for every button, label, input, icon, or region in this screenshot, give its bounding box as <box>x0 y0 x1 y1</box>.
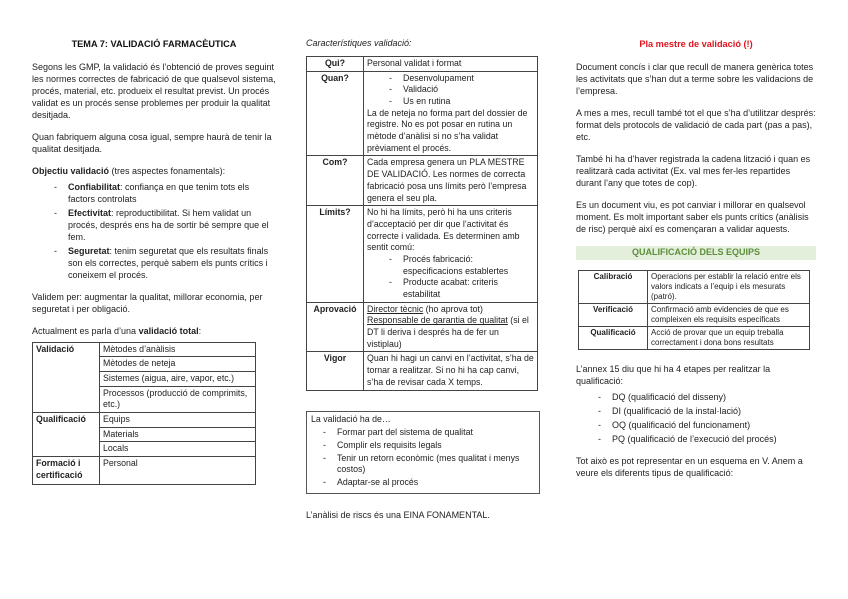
list-item: - Producte acabat: criteris estabilitat <box>389 277 534 300</box>
master-plan-paragraph: Es un document viu, es pot canviar i millorar en qualsevol moment. Es molt important saber els punts crítics (anàlisis de risc) perquè així es començaran a validar aquests. <box>576 199 809 234</box>
column-middle <box>306 0 540 532</box>
table-row <box>33 342 256 357</box>
table-key: Qualificació <box>579 326 648 349</box>
objective-label: Objectiu validació <box>32 166 110 177</box>
objective-rest: (tres aspectes fonamentals): <box>109 166 226 177</box>
table-row <box>307 56 538 71</box>
aspect-term: Confiabilitat <box>68 181 120 192</box>
table-cell: Mètodes de neteja <box>100 357 256 372</box>
aspect-term: Efectivitat <box>68 207 112 218</box>
aspects-list <box>32 182 276 282</box>
table-cell: Acció de provar que un equip treballa correctament i dona bons resultats <box>648 326 810 349</box>
requirements-list <box>311 427 535 488</box>
table-cell: Personal <box>100 457 256 485</box>
total-validation-paragraph <box>32 326 276 338</box>
table-cell: Equips <box>100 413 256 428</box>
characteristics-table <box>306 56 538 391</box>
list-item: - Adaptar-se al procés <box>323 477 535 489</box>
table-key: Formació i certificació <box>33 457 100 485</box>
list-item: - PQ (qualificació de l’execució del procés) <box>598 434 816 446</box>
requirements-box <box>306 411 540 494</box>
approval-note: (si el DT li deriva i després ha de fer un vistiplau) <box>367 315 529 349</box>
annex-paragraph: L’annex 15 diu que hi ha 4 etapes per realitzar la qualificació: <box>576 363 771 386</box>
master-plan-title: Pla mestre de validació (!) <box>639 39 753 49</box>
list-item <box>54 246 276 282</box>
limits-text: No hi ha límits, però hi ha uns criteris d’acceptació per dir que l’activitat és correcte i validada. Es determinen amb sentit comú: <box>367 207 520 253</box>
box-title: La validació ha de… <box>311 413 391 424</box>
table-cell: Quan hi hagi un canvi en l’activitat, s’ha de tornar a realitzar. Si no hi ha cap canvi, s’ha de revisar cada X temps. <box>364 352 538 390</box>
table-cell: Sistemes (aigua, aire, vapor, etc.) <box>100 372 256 387</box>
list-item: - OQ (qualificació del funcionament) <box>598 420 816 432</box>
table-cell: Mètodes d’anàlisis <box>100 342 256 357</box>
quality-paragraph: Quan fabriquem alguna cosa igual, sempre haurà de tenir la qualitat desitjada. <box>32 132 272 155</box>
characteristics-heading: Característiques validació: <box>306 38 412 48</box>
aspect-text: : tenim seguretat que els resultats finals son els correctes, perquè sabem els punts crítics i coneixem el procés. <box>68 245 269 280</box>
list-item: - DI (qualificació de la instal·lació) <box>598 406 816 418</box>
table-cell: Cada empresa genera un PLA MESTRE DE VALIDACIÓ. Les normes de correcta fabricació posa uns límits però l’empresa genera el seu pla. <box>364 156 538 206</box>
table-row <box>579 303 810 326</box>
column-right <box>576 0 816 490</box>
stages-list <box>576 392 816 446</box>
table-row <box>579 326 810 349</box>
list-item: - Desenvolupament <box>389 73 534 85</box>
aspect-text: : reproductibilitat. Si hem validat un procés, després ens ha de sortir bé sempre que el fem. <box>68 207 269 242</box>
list-item: - Procés fabricació: especificacions establertes <box>389 254 534 277</box>
table-key: Calibració <box>579 270 648 303</box>
purpose-paragraph: Validem per: augmentar la qualitat, millorar economia, per seguretat i per obligació. <box>32 291 263 314</box>
approval-note: (ho aprova tot) <box>423 303 483 314</box>
column-left <box>32 0 276 485</box>
limits-list <box>367 254 534 301</box>
approval-line <box>367 304 534 316</box>
table-cell: Locals <box>100 442 256 457</box>
table-key: Quan? <box>307 71 364 156</box>
table-row <box>307 71 538 156</box>
list-item: - Complir els requisits legals <box>323 440 535 452</box>
objective-heading <box>32 166 276 178</box>
validation-table <box>32 342 256 486</box>
table-row <box>33 413 256 428</box>
approval-role: Director tècnic <box>367 303 424 314</box>
table-cell: Materials <box>100 427 256 442</box>
list-item: - Us en rutina <box>389 96 534 108</box>
table-row <box>307 302 538 352</box>
master-plan-paragraph: A mes a mes, recull també tot el que s’ha d’utilitzar després: format dels protocols de validació de cada part (pas a pas), etc. <box>576 108 816 143</box>
list-item <box>54 182 276 206</box>
list-item: - Validació <box>389 84 534 96</box>
list-item <box>54 208 276 244</box>
aspect-term: Seguretat <box>68 245 110 256</box>
table-key: Límits? <box>307 206 364 303</box>
table-row <box>33 457 256 485</box>
table-row <box>307 156 538 206</box>
list-item: - Tenir un retorn econòmic (mes qualitat i menys costos) <box>323 453 535 476</box>
approval-line <box>367 315 534 350</box>
v-scheme-paragraph: Tot això es pot representar en un esquema en V. Anem a veure els diferents tipus de qualificació: <box>576 455 803 478</box>
table-key: Qui? <box>307 56 364 71</box>
page-title: TEMA 7: VALIDACIÓ FARMACÈUTICA <box>71 39 237 49</box>
table-cell <box>364 206 538 303</box>
table-cell: Operacions per establir la relació entre els valors indicats a l’equip i els mesurats (patró). <box>648 270 810 303</box>
master-plan-paragraph: També hi ha d’haver registrada la cadena lització i quan es realitzarà cada activitat (Ex. val mes fer-les repartides durant l’any que totes de cop). <box>576 154 811 188</box>
table-key: Aprovació <box>307 302 364 352</box>
table-key: Vigor <box>307 352 364 390</box>
table-cell: Confirmació amb evidencies de que es compleixen els requisits especificats <box>648 303 810 326</box>
risk-analysis-note: L’anàlisi de riscs és una EINA FONAMENTAL. <box>306 509 490 520</box>
when-list <box>367 73 534 108</box>
aspect-text: : confiança en que tenim tots els factors controlats <box>68 181 250 204</box>
table-row <box>307 352 538 390</box>
intro-paragraph: Segons les GMP, la validació és l’obtenció de proves seguint les normes correctes de fabricació de que qualsevol sistema, procés, material, etc. produeix el resultat previst. Un procés validat es un procés sense problemes per produir la qualitat desitjada. <box>32 62 276 121</box>
text-span: : <box>198 325 202 336</box>
table-key: Validació <box>33 342 100 412</box>
table-row <box>307 206 538 303</box>
approval-role: Responsable de garantia de qualitat <box>367 315 508 326</box>
table-key: Verificació <box>579 303 648 326</box>
table-row <box>579 270 810 303</box>
table-cell <box>364 71 538 156</box>
text-span: Actualment es parla d’una <box>32 325 139 336</box>
master-plan-paragraph: Document concís i clar que recull de manera genèrica totes les activitats que s’han dut a terme sobre les validacions de l’empresa. <box>576 62 814 97</box>
table-key: Qualificació <box>33 413 100 457</box>
text-bold: validació total <box>138 325 199 336</box>
when-text: La de neteja no forma part del dossier de registre. No es pot posar en rutina un mètode d’anàlisi si no s’ha validat prèviament el procés. <box>367 107 528 153</box>
table-key: Com? <box>307 156 364 206</box>
list-item: - DQ (qualificació del disseny) <box>598 392 816 404</box>
table-cell: Personal validat i format <box>364 56 538 71</box>
list-item: - Formar part del sistema de qualitat <box>323 427 535 439</box>
section-heading: QUALIFICACIÓ DELS EQUIPS <box>576 246 816 260</box>
table-cell: Processos (producció de comprimits, etc.) <box>100 386 256 412</box>
table-cell <box>364 302 538 352</box>
qualification-table <box>578 270 810 350</box>
